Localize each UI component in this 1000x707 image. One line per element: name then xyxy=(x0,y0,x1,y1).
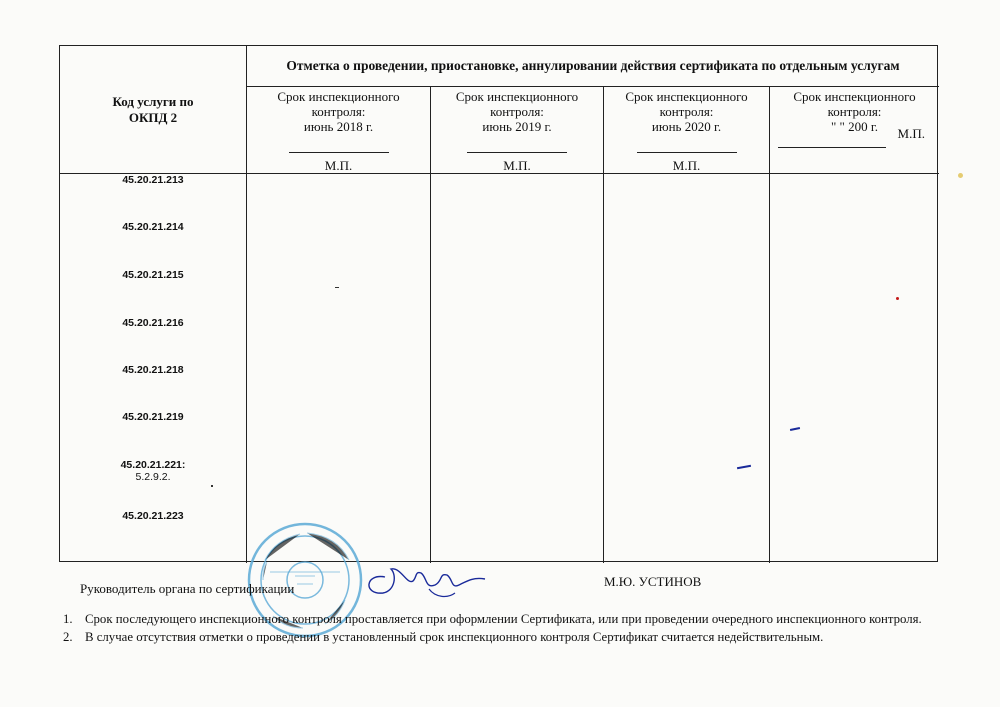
term-label: Срок инспекционного контроля: июнь 2018 г. xyxy=(277,89,400,134)
service-code: 45.20.21.219 xyxy=(122,411,184,423)
term-cell-2019 xyxy=(431,87,603,173)
service-code-subclause: 5.2.9.2. xyxy=(135,471,171,483)
inspection-table xyxy=(59,45,938,562)
service-code: 45.20.21.218 xyxy=(122,364,184,376)
footnote-number: 2. xyxy=(63,630,73,644)
service-code: 45.20.21.223 xyxy=(122,510,184,522)
marks-column-header: Отметка о проведении, приостановке, аннулировании действия сертификата по отдельным услугам xyxy=(286,58,900,73)
signature-line xyxy=(289,152,389,153)
service-code: 45.20.21.213 xyxy=(122,174,184,186)
signer-title: Руководитель органа по сертификации xyxy=(80,581,295,596)
term-cell-2020 xyxy=(604,87,769,173)
handwritten-signature xyxy=(355,555,505,605)
paper-stain xyxy=(958,173,963,178)
term-label: Срок инспекционного контроля: июнь 2019 г. xyxy=(455,89,579,134)
footnote-number: 1. xyxy=(63,612,73,626)
signature-line xyxy=(778,147,886,148)
term-cell-2018 xyxy=(247,87,430,173)
service-code: 45.20.21.214 xyxy=(122,221,184,233)
red-dot-mark xyxy=(896,297,899,300)
footnote-text: В случае отсутствия отметки о проведении в установленный срок инспекционного контроля Сертификат считается недействительным. xyxy=(85,630,824,644)
footnote-item xyxy=(63,630,943,645)
service-code: 45.20.21.215 xyxy=(122,269,184,281)
stamp-place-label: М.П. xyxy=(897,126,925,141)
signer-name: М.Ю. УСТИНОВ xyxy=(604,574,702,589)
service-code: 45.20.21.216 xyxy=(122,317,184,329)
stamp-place-label: М.П. xyxy=(672,158,701,173)
ink-speck xyxy=(335,287,339,288)
service-code: 45.20.21.221: 5.2.9.2. xyxy=(60,459,246,483)
term-label: Срок инспекционного контроля: июнь 2020 г. xyxy=(625,89,748,134)
footnote-item xyxy=(63,612,943,627)
signature-line xyxy=(467,152,567,153)
footnotes xyxy=(63,612,943,648)
code-column-header: Код услуги по ОКПД 2 xyxy=(112,93,194,125)
stamp-place-label: М.П. xyxy=(503,158,531,173)
stamp-place-label: М.П. xyxy=(324,158,353,173)
term-label: Срок инспекционного контроля: " " 200 г. xyxy=(793,89,916,134)
ink-speck xyxy=(211,485,213,487)
signature-line xyxy=(637,152,737,153)
term-cell-blank xyxy=(770,87,939,173)
footnote-text: Срок последующего инспекционного контроля проставляется при оформлении Сертификата, или при проведении очередного инспекционного контроля. xyxy=(85,612,922,626)
